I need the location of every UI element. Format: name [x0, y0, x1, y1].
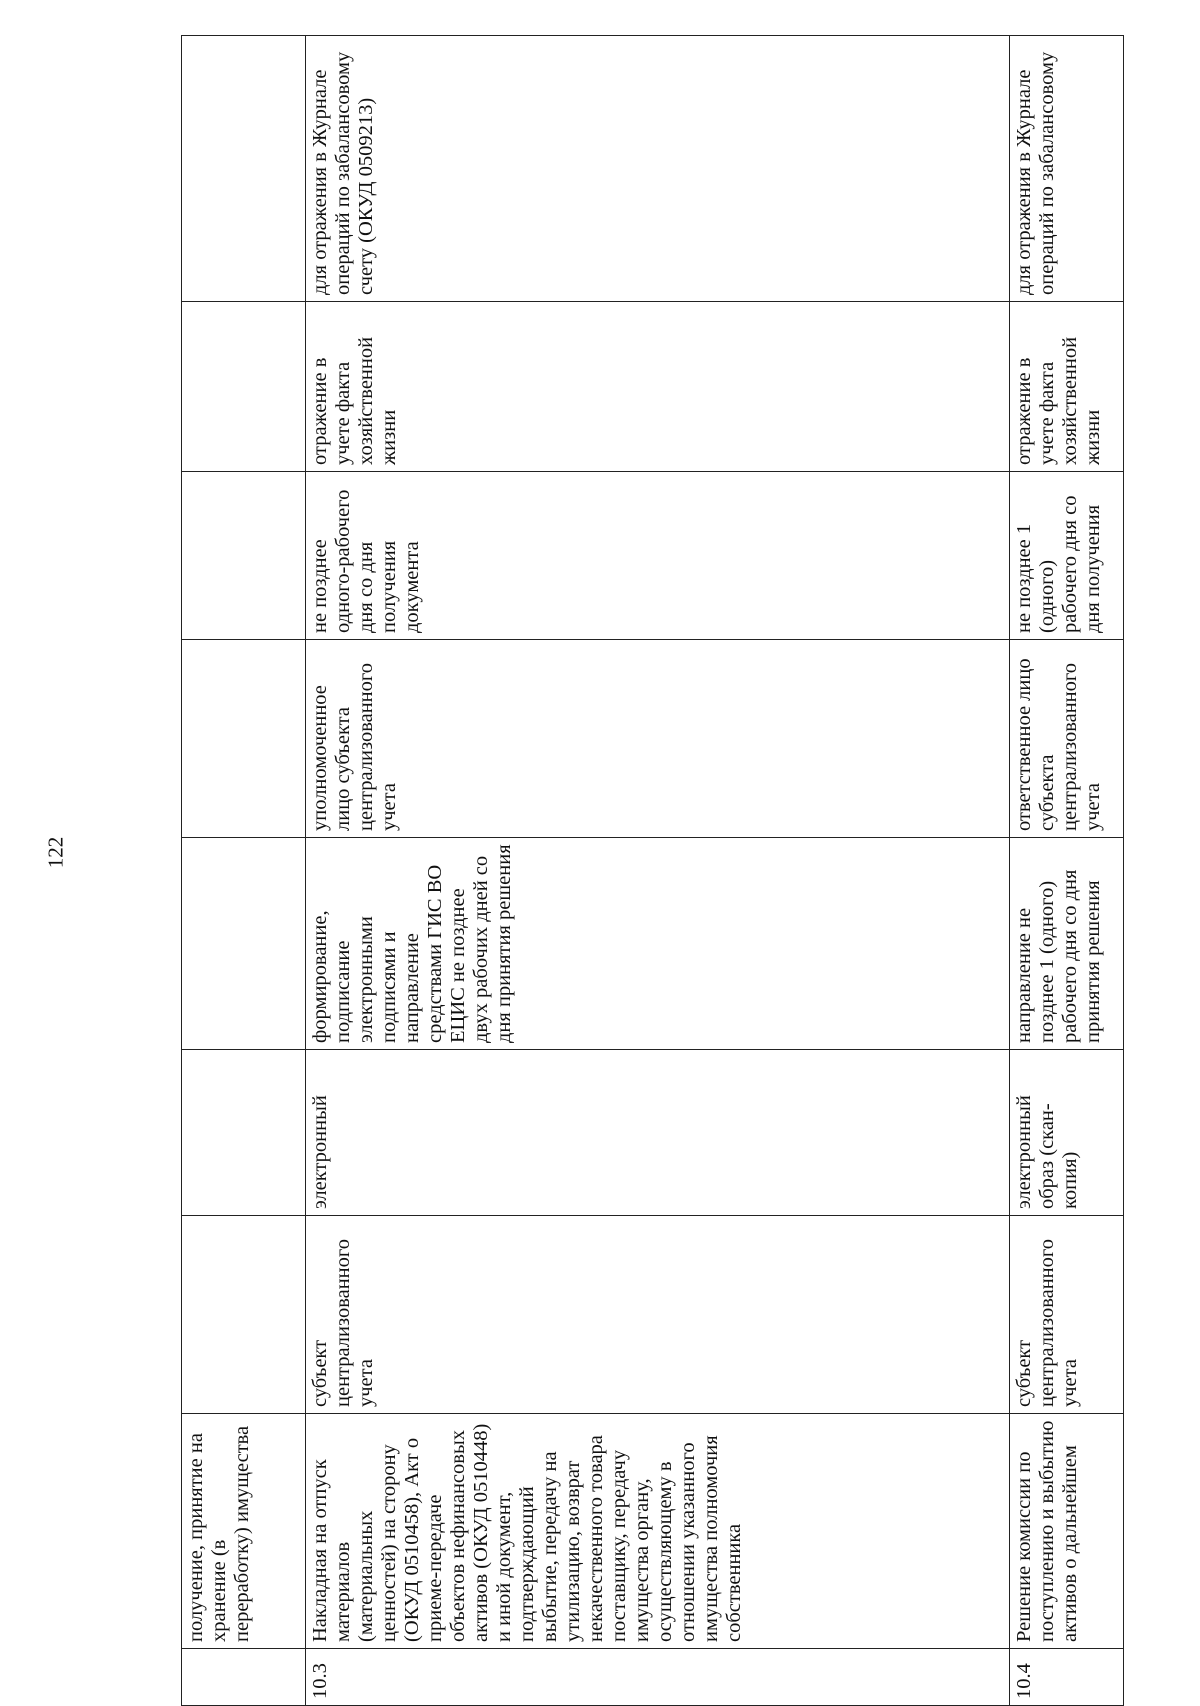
cell-who-forms [182, 1216, 306, 1414]
cell-who-forms: субъект централизованного учета [306, 1216, 1010, 1414]
cell-row-number: 10.3 [306, 1649, 1010, 1706]
cell-purpose: отражение в учете факта хозяйственной жизни [306, 302, 1010, 472]
page-number-text: 122 [43, 836, 68, 868]
document-table-rotated [181, 36, 1131, 1706]
cell-note: для отражения в Журнале операций по забалансовому счету (ОКУД 0509213) [306, 36, 1010, 302]
cell-forming-procedure [182, 838, 306, 1050]
cell-document-type: электронный [306, 1050, 1010, 1216]
cell-who-forms: субъект централизованного учета [1010, 1216, 1124, 1414]
document-flow-table [181, 35, 1124, 1706]
cell-who-submits [182, 640, 306, 838]
table-row [306, 36, 1010, 1706]
cell-who-submits: уполномоченное лицо субъекта централизованного учета [306, 640, 1010, 838]
cell-who-submits: ответственное лицо субъекта централизованного учета [1010, 640, 1124, 838]
page-number [36, 832, 76, 872]
cell-document-name: Решение комиссии по поступлению и выбытию активов о дальнейшем [1010, 1414, 1124, 1649]
cell-forming-procedure: направление не позднее 1 (одного) рабочего дня со дня принятия решения [1010, 838, 1124, 1050]
cell-deadline [182, 472, 306, 640]
cell-row-number: 10.4 [1010, 1649, 1124, 1706]
cell-forming-procedure: формирование, подписание электронными подписями и направление средствами ГИС ВО ЕЦИС не позднее двух рабочих дней со дня принятия решения [306, 838, 1010, 1050]
cell-document-name: Накладная на отпуск материалов (материальных ценностей) на сторону (ОКУД 0510458), Акт о приеме-передаче объектов нефинансовых активов (ОКУД 0510448) и иной документ, подтверждающий выбытие, передачу на утилизацию, возврат некачественного товара поставщику, передачу имущества органу, осуществляющему в отношении указанного имущества полномочия собственника [306, 1414, 1010, 1649]
table-row [1010, 36, 1124, 1706]
cell-purpose: отражение в учете факта хозяйственной жизни [1010, 302, 1124, 472]
cell-document-type: электронный образ (скан-копия) [1010, 1050, 1124, 1216]
cell-note: для отражения в Журнале операций по забалансовому [1010, 36, 1124, 302]
cell-row-number [182, 1649, 306, 1706]
cell-note [182, 36, 306, 302]
cell-document-type [182, 1050, 306, 1216]
cell-purpose [182, 302, 306, 472]
cell-deadline: не позднее одного-рабочего дня со дня получения документа [306, 472, 1010, 640]
table-row [182, 36, 306, 1706]
cell-deadline: не позднее 1 (одного) рабочего дня со дня получения [1010, 472, 1124, 640]
cell-document-name: получение, принятие на хранение (в переработку) имущества [182, 1414, 306, 1649]
